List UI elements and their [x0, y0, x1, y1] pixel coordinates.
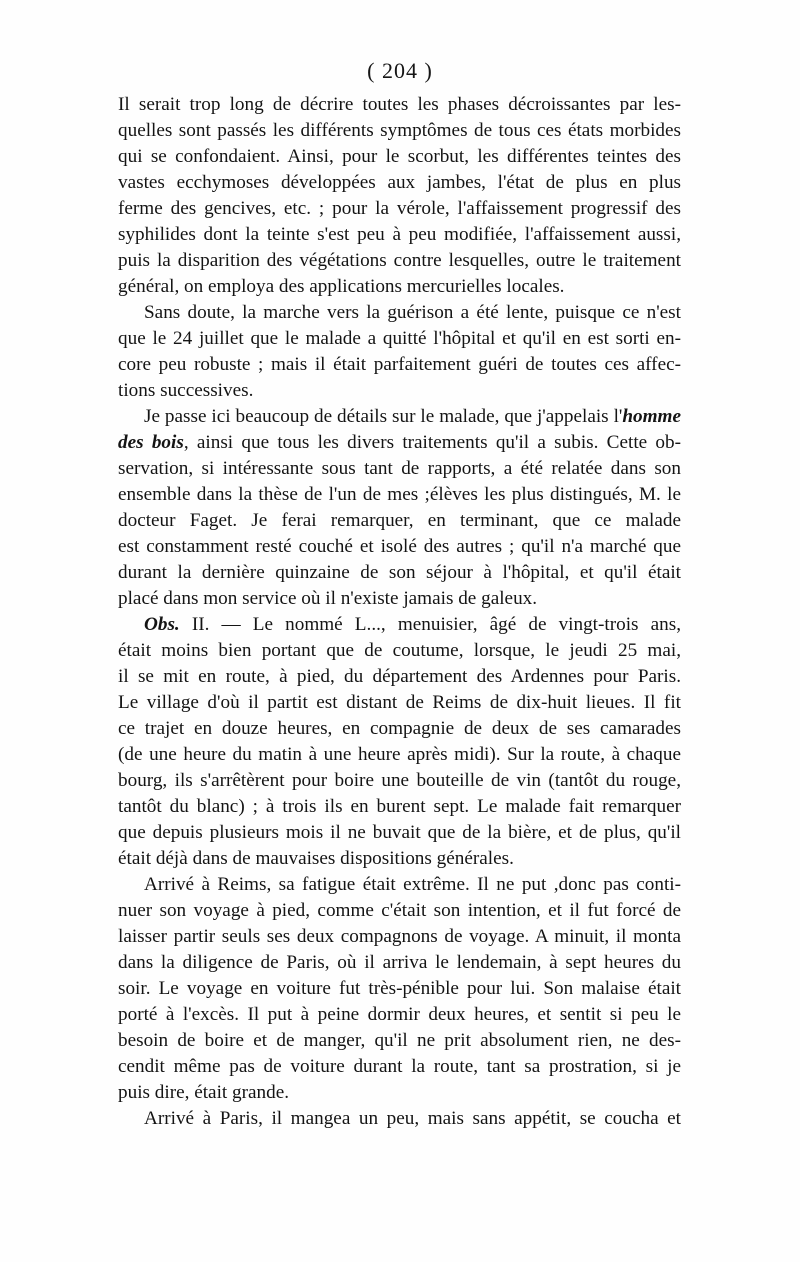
text-segment: II. — Le nommé L..., menuisier, âgé de vingt-trois ans,	[179, 614, 681, 635]
italic-text: des bois	[118, 432, 184, 453]
text-line: laisser partir seuls ses deux compagnons de voyage. A minuit, il monta	[118, 926, 681, 947]
text-line: vastes ecchymoses développées aux jambes, l'état de plus en plus	[118, 172, 681, 193]
text-segment: Je passe ici beaucoup de détails sur le malade, que j'appelais l'	[144, 406, 623, 427]
paragraph	[118, 872, 681, 1106]
text-segment: Le village d'où il partit est distant de Reims de dix-huit lieues. Il fit	[118, 692, 681, 713]
text-line: besoin de boire et de manger, qu'il ne prit absolument rien, ne des-	[118, 1030, 681, 1051]
text-line	[118, 794, 681, 820]
text-line: syphilides dont la teinte s'est peu à peu modifiée, l'affaissement aussi,	[118, 224, 681, 245]
text-segment: durant la dernière quinzaine de son séjour à l'hôpital, et qu'il était	[118, 562, 681, 583]
italic-text: homme	[622, 406, 681, 427]
text-line: Arrivé à Paris, il mangea un peu, mais sans appétit, se coucha et	[144, 1108, 681, 1129]
text-line: dans la diligence de Paris, où il arriva le lendemain, à sept heures du	[118, 952, 681, 973]
text-line: porté à l'excès. Il put à peine dormir deux heures, et sentit si peu le	[118, 1004, 681, 1025]
text-line	[118, 716, 681, 742]
text-line: Sans doute, la marche vers la guérison a été lente, puisque ce n'est	[144, 302, 681, 323]
paragraph	[118, 612, 681, 872]
text-segment: était moins bien portant que de coutume, lorsque, le jeudi 25 mai,	[118, 640, 681, 661]
text-line	[118, 508, 681, 534]
text-line	[118, 664, 681, 690]
text-line: général, on employa des applications mercurielles locales.	[118, 276, 565, 297]
text-line	[118, 612, 681, 638]
text-segment: que depuis plusieurs mois il ne buvait que de la bière, et de plus, qu'il	[118, 822, 681, 843]
text-segment: , ainsi que tous les divers traitements qu'il a subis. Cette ob-	[183, 432, 681, 453]
text-segment: docteur Faget. Je ferai remarquer, en terminant, que ce malade	[118, 510, 681, 531]
text-line: soir. Le voyage en voiture fut très-pénible pour lui. Son malaise était	[118, 978, 681, 999]
text-line: quelles sont passés les différents symptômes de tous ces états morbides	[118, 120, 681, 141]
text-line: nuer son voyage à pied, comme c'était son intention, et il fut forcé de	[118, 900, 681, 921]
text-line: core peu robuste ; mais il était parfaitement guéri de toutes ces affec-	[118, 354, 681, 375]
text-line	[118, 768, 681, 794]
text-line: tions successives.	[118, 380, 254, 401]
body-text	[118, 92, 681, 1132]
text-segment: ce trajet en douze heures, en compagnie de deux de ses camarades	[118, 718, 681, 739]
text-line: ferme des gencives, etc. ; pour la vérole, l'affaissement progressif des	[118, 198, 681, 219]
text-segment: il se mit en route, à pied, du département des Ardennes pour Paris.	[118, 666, 681, 687]
paragraph	[118, 92, 681, 300]
paragraph	[118, 404, 681, 612]
text-line	[118, 404, 681, 430]
text-line	[118, 482, 681, 508]
text-segment: servation, si intéressante sous tant de rapports, a été relatée dans son	[118, 458, 681, 479]
page-number: ( 204 )	[367, 58, 433, 83]
text-line	[118, 742, 681, 768]
text-segment: placé dans mon service où il n'existe jamais de galeux.	[118, 588, 538, 609]
text-line	[118, 534, 681, 560]
text-line	[118, 586, 681, 612]
text-line: Arrivé à Reims, sa fatigue était extrême. Il ne put ,donc pas conti-	[144, 874, 681, 895]
text-line	[118, 846, 681, 872]
paragraph	[118, 300, 681, 404]
paragraph	[118, 1106, 681, 1132]
text-line	[118, 690, 681, 716]
text-line	[118, 560, 681, 586]
text-segment: tantôt du blanc) ; à trois ils en burent sept. Le malade fait remarquer	[118, 796, 681, 817]
text-line	[118, 638, 681, 664]
text-line	[118, 430, 681, 456]
text-line: cendit même pas de voiture durant la route, tant sa prostration, si je	[118, 1056, 681, 1077]
text-line	[118, 820, 681, 846]
text-line: puis dire, était grande.	[118, 1082, 290, 1103]
text-segment: est constamment resté couché et isolé des autres ; qu'il n'a marché que	[118, 536, 681, 557]
text-line: qui se confondaient. Ainsi, pour le scorbut, les différentes teintes des	[118, 146, 681, 167]
text-segment: était déjà dans de mauvaises dispositions générales.	[118, 848, 514, 869]
text-line: Il serait trop long de décrire toutes les phases décroissantes par les-	[118, 94, 681, 115]
text-segment: (de une heure du matin à une heure après midi). Sur la route, à chaque	[118, 744, 681, 765]
text-segment: ensemble dans la thèse de l'un de mes ;élèves les plus distingués, M. le	[118, 484, 681, 505]
text-segment: bourg, ils s'arrêtèrent pour boire une bouteille de vin (tantôt du rouge,	[118, 770, 681, 791]
text-line	[118, 456, 681, 482]
text-line: que le 24 juillet que le malade a quitté l'hôpital et qu'il en est sorti en-	[118, 328, 681, 349]
text-line: puis la disparition des végétations contre lesquelles, outre le traitement	[118, 250, 681, 271]
italic-text: Obs.	[144, 614, 180, 635]
